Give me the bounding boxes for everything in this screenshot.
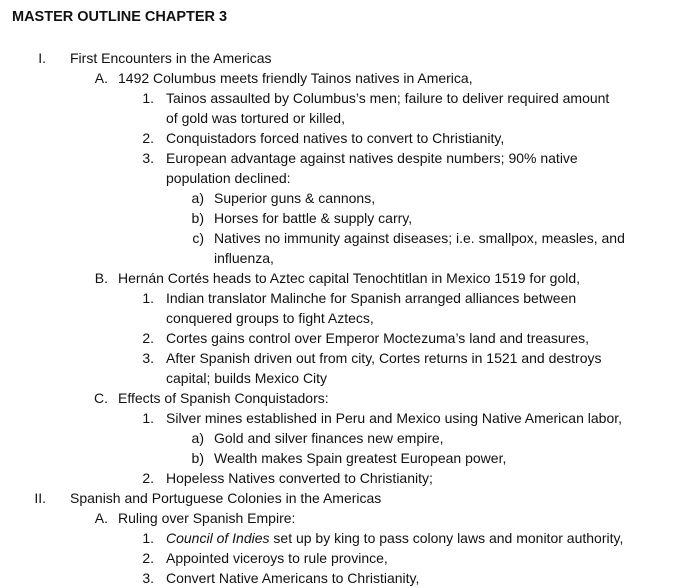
- item-text: population declined:: [166, 170, 291, 186]
- item-marker: 3.: [142, 150, 154, 166]
- item-marker: 3.: [142, 570, 154, 586]
- item-marker: 1.: [142, 530, 154, 546]
- item-text: Indian translator Malinche for Spanish arranged alliances between: [166, 290, 577, 306]
- section-heading: Spanish and Portuguese Colonies in the Americas: [70, 490, 382, 506]
- item-text: Conquistadors forced natives to convert to Christianity,: [166, 130, 505, 146]
- subitem-marker: b): [191, 450, 204, 466]
- subsection-heading: Ruling over Spanish Empire:: [118, 510, 296, 526]
- item-text: [166, 528, 623, 548]
- item-text: After Spanish driven out from city, Cortes returns in 1521 and destroys: [166, 350, 602, 366]
- subitem-text: Natives no immunity against diseases; i.e. smallpox, measles, and: [214, 230, 625, 246]
- subitem-marker: a): [191, 190, 204, 206]
- item-text: Cortes gains control over Emperor Moctezuma’s land and treasures,: [166, 330, 590, 346]
- subitem-marker: b): [191, 210, 204, 226]
- subitem-text: Gold and silver finances new empire,: [214, 430, 444, 446]
- subitem-text: Horses for battle & supply carry,: [214, 210, 413, 226]
- subitem-text: influenza,: [214, 250, 274, 266]
- subsection-marker: B.: [94, 270, 108, 286]
- subsection-marker: A.: [94, 510, 108, 526]
- item-text: Tainos assaulted by Columbus’s men; failure to deliver required amount: [166, 90, 610, 106]
- item-text: of gold was tortured or killed,: [166, 110, 345, 126]
- subitem-text: Wealth makes Spain greatest European power,: [214, 450, 507, 466]
- item-marker: 2.: [142, 470, 154, 486]
- subsection-marker: C.: [94, 390, 108, 406]
- item-text: Appointed viceroys to rule province,: [166, 550, 388, 566]
- subsection-heading: Hernán Cortés heads to Aztec capital Tenochtitlan in Mexico 1519 for gold,: [118, 270, 581, 286]
- italic-term: Council of Indies: [166, 530, 270, 546]
- item-marker: 1.: [142, 90, 154, 106]
- subsection-heading: Effects of Spanish Conquistadors:: [118, 390, 329, 406]
- item-text: European advantage against natives despite numbers; 90% native: [166, 150, 578, 166]
- item-marker: 2.: [142, 130, 154, 146]
- item-text: capital; builds Mexico City: [166, 370, 328, 386]
- item-text: conquered groups to fight Aztecs,: [166, 310, 374, 326]
- subsection-heading: 1492 Columbus meets friendly Tainos natives in America,: [118, 70, 473, 86]
- item-text: Silver mines established in Peru and Mexico using Native American labor,: [166, 410, 623, 426]
- subsection-marker: A.: [94, 70, 108, 86]
- subitem-text: Superior guns & cannons,: [214, 190, 376, 206]
- subitem-marker: c): [192, 230, 204, 246]
- item-marker: 2.: [142, 550, 154, 566]
- page-title: MASTER OUTLINE CHAPTER 3: [12, 9, 228, 25]
- subitem-marker: a): [191, 430, 204, 446]
- item-marker: 2.: [142, 330, 154, 346]
- item-text: Hopeless Natives converted to Christianity;: [166, 470, 433, 486]
- section-marker: II.: [34, 490, 46, 506]
- item-marker: 1.: [142, 410, 154, 426]
- section-heading: First Encounters in the Americas: [70, 50, 272, 66]
- item-text-rest: set up by king to pass colony laws and monitor authority,: [269, 530, 624, 546]
- section-marker: I.: [38, 50, 46, 66]
- item-marker: 3.: [142, 350, 154, 366]
- item-text: Convert Native Americans to Christianity,: [166, 570, 420, 586]
- item-marker: 1.: [142, 290, 154, 306]
